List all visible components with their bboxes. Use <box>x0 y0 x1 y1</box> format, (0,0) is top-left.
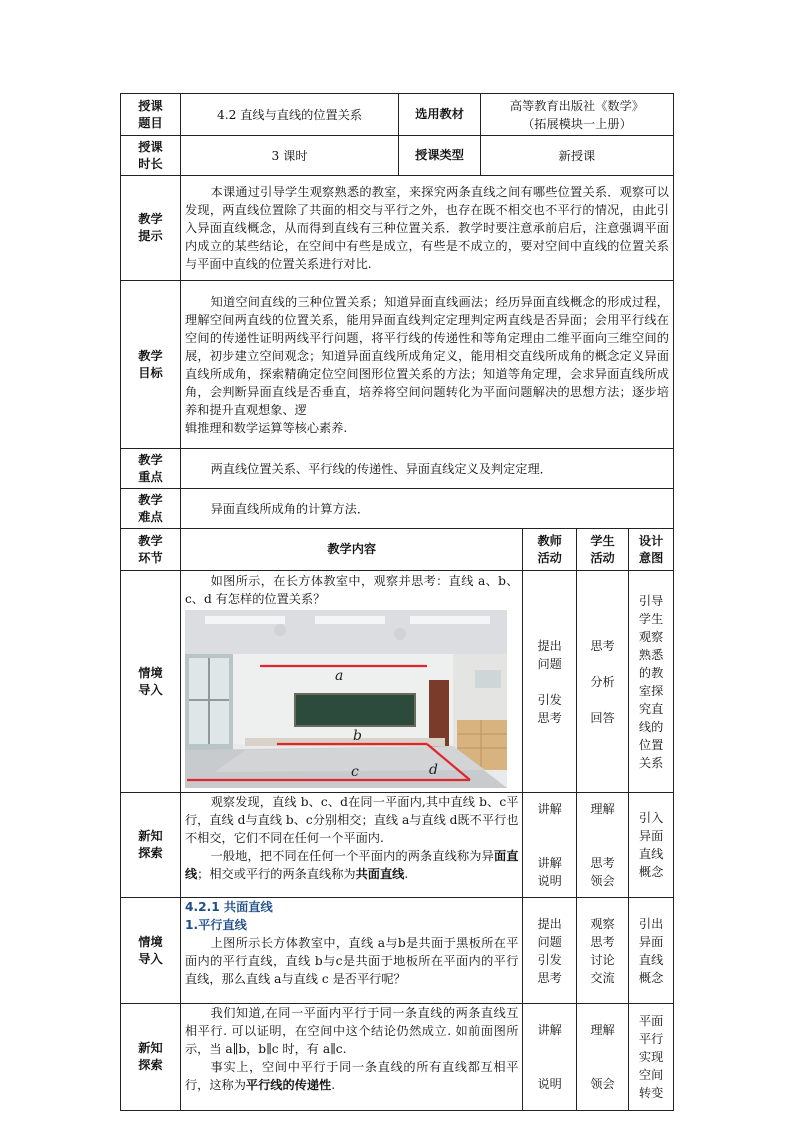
col-content: 教学内容 <box>180 529 522 571</box>
label-c: c <box>350 764 359 780</box>
stage-label: 新知 探索 <box>121 1004 181 1111</box>
goals-label: 教学 目标 <box>121 281 181 449</box>
keypoints-row <box>121 449 674 489</box>
hours-label: 授课 时长 <box>121 136 181 176</box>
lesson-plan-table <box>120 93 674 1111</box>
student-activity: 理解 领会 <box>576 1004 628 1111</box>
design-intent: 引出 异面 直线 概念 <box>629 898 674 1004</box>
label-b: b <box>352 728 362 744</box>
teacher-activity: 讲解 说明 <box>523 1004 576 1111</box>
col-design: 设计 意图 <box>629 529 674 571</box>
keypoints-label: 教学 重点 <box>121 449 181 489</box>
teacher-activity: 提出 问题 引发 思考 <box>523 898 576 1004</box>
student-activity: 思考 分析 回答 <box>576 571 628 793</box>
stage-label: 情境 导入 <box>121 571 181 793</box>
label-d: d <box>428 762 438 778</box>
subsection-heading: 1.平行直线 <box>184 918 247 932</box>
col-stage: 教学 环节 <box>121 529 181 571</box>
design-intent: 引入 异面 直线 概念 <box>629 793 674 898</box>
hours-row <box>121 136 674 176</box>
goals-text: 知道空间直线的三种位置关系；知道异面直线画法；经历异面直线概念的形成过程，理解空间两直线的位置关系，能用异面直线判定定理判定两直线是否异面；会用平行线在空间的传递性证明两线平行问题，将平行线的传递性和等角定理由二维平面向三维空间的展，初步建立空间观念；知道异面直线所成角定义，能用相交直线所成角的概念定义异面直线所成角，探索精确定位空间图形位置关系的方法；知道等角定理，会求异面直线所成角，会判断异面直线是否垂直，培养将空间问题转化为平面问题解决的思想方法；逐步培养和提升直观想象、逻 辑推理和数学运算等核心素养. <box>180 281 673 449</box>
topic-row <box>121 94 674 136</box>
content-cell: 观察发现，直线 b、c、d在同一平面内,其中直线 b、c平行，直线 d与直线 b、c分别相交；直线 a与直线 d既不平行也不相交，它们不同在任何一个平面内. 一般地，把不同在任何一个平面内的两条直线称为异面直线；相交或平行的两条直线称为共面直线. <box>180 793 522 898</box>
textbook-value: 高等教育出版社《数学》 （拓展模块一上册） <box>480 94 673 136</box>
difficulty-text: 异面直线所成角的计算方法． <box>180 489 673 529</box>
table-row <box>121 793 674 898</box>
tips-text: 本课通过引导学生观察熟悉的教室，来探究两条直线之间有哪些位置关系．观察可以发现，两直线位置除了共面的相交与平行之外，也存在既不相交也不平行的情况，由此引入异面直线概念，从而得到直线有三种位置关系．教学时要注意承前启后，注意强调平面内成立的某些结论，在空间中有些是成立，有些是不成立的，要对空间中直线的位置关系与平面中直线的位置关系进行对比. <box>180 176 673 281</box>
section-heading: 4.2.1 共面直线 <box>184 900 273 914</box>
table-row <box>121 898 674 1004</box>
tips-row <box>121 176 674 281</box>
col-student: 学生 活动 <box>576 529 628 571</box>
stage-label: 情境 导入 <box>121 898 181 1004</box>
student-activity: 理解 思考 领会 <box>576 793 628 898</box>
stage-label: 新知 探索 <box>121 793 181 898</box>
keypoints-text: 两直线位置关系、平行线的传递性、异面直线定义及判定定理． <box>180 449 673 489</box>
content-cell: 4.2.1 共面直线 1.平行直线 上图所示长方体教室中，直线 a与b是共面于黑板所在平面内的平行直线，直线 b与c是共面于地板所在平面内的平行直线，那么直线 a与直线 c 是否平行呢？ <box>180 898 522 1004</box>
type-value: 新授课 <box>480 136 673 176</box>
table-row <box>121 1004 674 1111</box>
topic-value: 4.2 直线与直线的位置关系 <box>180 94 398 136</box>
col-teacher: 教师 活动 <box>523 529 576 571</box>
topic-label: 授课 题目 <box>121 94 181 136</box>
design-intent: 平面 平行 实现 空间 转变 <box>629 1004 674 1111</box>
table-row <box>121 571 674 793</box>
content-cell <box>180 571 522 793</box>
tips-label: 教学 提示 <box>121 176 181 281</box>
column-header-row <box>121 529 674 571</box>
classroom-photo-svg <box>185 610 507 788</box>
goals-row <box>121 281 674 449</box>
classroom-photo <box>185 610 507 788</box>
textbook-label: 选用教材 <box>399 94 481 136</box>
difficulty-row <box>121 489 674 529</box>
design-intent: 引导 学生 观察 熟悉 的教 室探 究直 线的 位置 关系 <box>629 571 674 793</box>
content-cell: 我们知道,在同一平面内平行于同一条直线的两条直线互相平行. 可以证明，在空间中这个结论仍然成立. 如前面图所示，当 a∥b，b∥c 时，有 a∥c. 事实上，空间中平行于同一条直线的所有直线都互相平行，这称为平行线的传递性. <box>180 1004 522 1111</box>
label-a: a <box>334 668 344 684</box>
difficulty-label: 教学 难点 <box>121 489 181 529</box>
student-activity: 观察 思考 讨论 交流 <box>576 898 628 1004</box>
type-label: 授课类型 <box>399 136 481 176</box>
teacher-activity: 讲解 讲解 说明 <box>523 793 576 898</box>
teacher-activity: 提出 问题 引发 思考 <box>523 571 576 793</box>
intro-text: 如图所示，在长方体教室中，观察并思考：直线 a、b、c、d 有怎样的位置关系？ <box>184 574 519 606</box>
hours-value: 3 课时 <box>180 136 398 176</box>
